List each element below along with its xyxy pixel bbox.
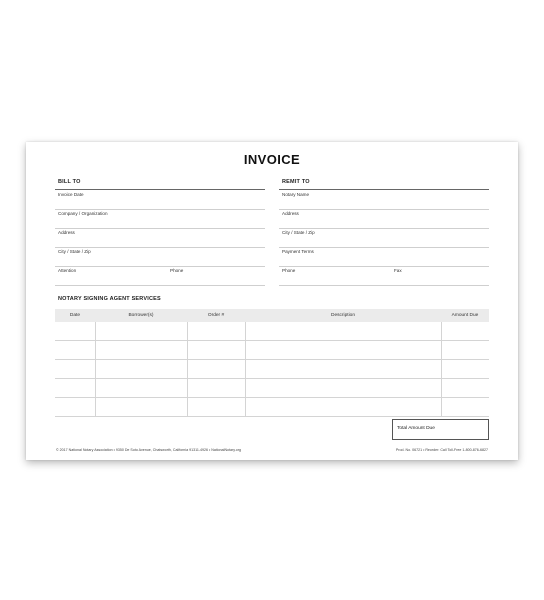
cell-date[interactable]	[55, 379, 95, 398]
invoice-date-field[interactable]	[55, 190, 265, 210]
cell-borrowers[interactable]	[95, 398, 187, 417]
total-amount-due-label: Total Amount Due	[397, 426, 435, 431]
table-row	[55, 360, 489, 379]
services-header-row	[55, 309, 489, 322]
cell-description[interactable]	[245, 341, 441, 360]
cell-amount-due[interactable]	[441, 341, 489, 360]
bill-to-address-label: Address	[58, 230, 75, 235]
bill-to-city-label: City / State / Zip	[58, 249, 91, 254]
company-label: Company / Organization	[58, 211, 108, 216]
cell-date[interactable]	[55, 341, 95, 360]
footer-left-text: © 2017 National Notary Association • 9350 De Soto Avenue, Chatsworth, California 91311-4926 • NationalNotary.org	[56, 448, 241, 452]
bill-to-heading: BILL TO	[58, 179, 81, 185]
services-table	[55, 309, 489, 417]
cell-borrowers[interactable]	[95, 360, 187, 379]
col-header-amount-due: Amount Due	[441, 309, 489, 322]
cell-order[interactable]	[187, 379, 245, 398]
footer	[56, 448, 488, 452]
cell-date[interactable]	[55, 360, 95, 379]
col-header-order: Order #	[187, 309, 245, 322]
notary-name-label: Notary Name	[282, 192, 310, 197]
remit-to-phone-label: Phone	[282, 268, 296, 273]
attention-phone-field[interactable]	[55, 266, 265, 286]
remit-to-city-label: City / State / Zip	[282, 230, 315, 235]
col-header-borrowers: Borrower(s)	[95, 309, 187, 322]
cell-amount-due[interactable]	[441, 360, 489, 379]
cell-borrowers[interactable]	[95, 322, 187, 341]
company-field[interactable]	[55, 209, 265, 229]
payment-terms-field[interactable]	[279, 247, 489, 267]
table-row	[55, 341, 489, 360]
phone-fax-field[interactable]	[279, 266, 489, 286]
bill-to-address-field[interactable]	[55, 228, 265, 248]
services-heading: NOTARY SIGNING AGENT SERVICES	[58, 296, 161, 302]
cell-date[interactable]	[55, 322, 95, 341]
bill-to-city-field[interactable]	[55, 247, 265, 267]
remit-to-city-field[interactable]	[279, 228, 489, 248]
total-amount-due-box[interactable]	[392, 419, 489, 440]
footer-right-text: Prod. No. 06721 • Reorder: Call Toll-Free 1-800-876-6827	[395, 448, 488, 452]
cell-order[interactable]	[187, 360, 245, 379]
notary-name-field[interactable]	[279, 190, 489, 210]
cell-amount-due[interactable]	[441, 322, 489, 341]
remit-to-address-field[interactable]	[279, 209, 489, 229]
col-header-description: Description	[245, 309, 441, 322]
cell-amount-due[interactable]	[441, 379, 489, 398]
cell-borrowers[interactable]	[95, 341, 187, 360]
bill-to-phone-label: Phone	[170, 268, 184, 273]
cell-borrowers[interactable]	[95, 379, 187, 398]
cell-order[interactable]	[187, 341, 245, 360]
attention-label: Attention	[58, 268, 77, 273]
cell-description[interactable]	[245, 360, 441, 379]
cell-description[interactable]	[245, 379, 441, 398]
cell-description[interactable]	[245, 322, 441, 341]
col-header-date: Date	[55, 309, 95, 322]
fax-label: Fax	[394, 268, 402, 273]
cell-order[interactable]	[187, 322, 245, 341]
table-row	[55, 398, 489, 417]
invoice-title: INVOICE	[243, 152, 301, 167]
remit-to-heading: REMIT TO	[282, 179, 310, 185]
invoice-form	[26, 142, 518, 460]
cell-order[interactable]	[187, 398, 245, 417]
remit-to-address-label: Address	[282, 211, 299, 216]
payment-terms-label: Payment Terms	[282, 249, 314, 254]
table-row	[55, 322, 489, 341]
table-row	[55, 379, 489, 398]
cell-date[interactable]	[55, 398, 95, 417]
invoice-date-label: Invoice Date	[58, 192, 84, 197]
cell-amount-due[interactable]	[441, 398, 489, 417]
cell-description[interactable]	[245, 398, 441, 417]
